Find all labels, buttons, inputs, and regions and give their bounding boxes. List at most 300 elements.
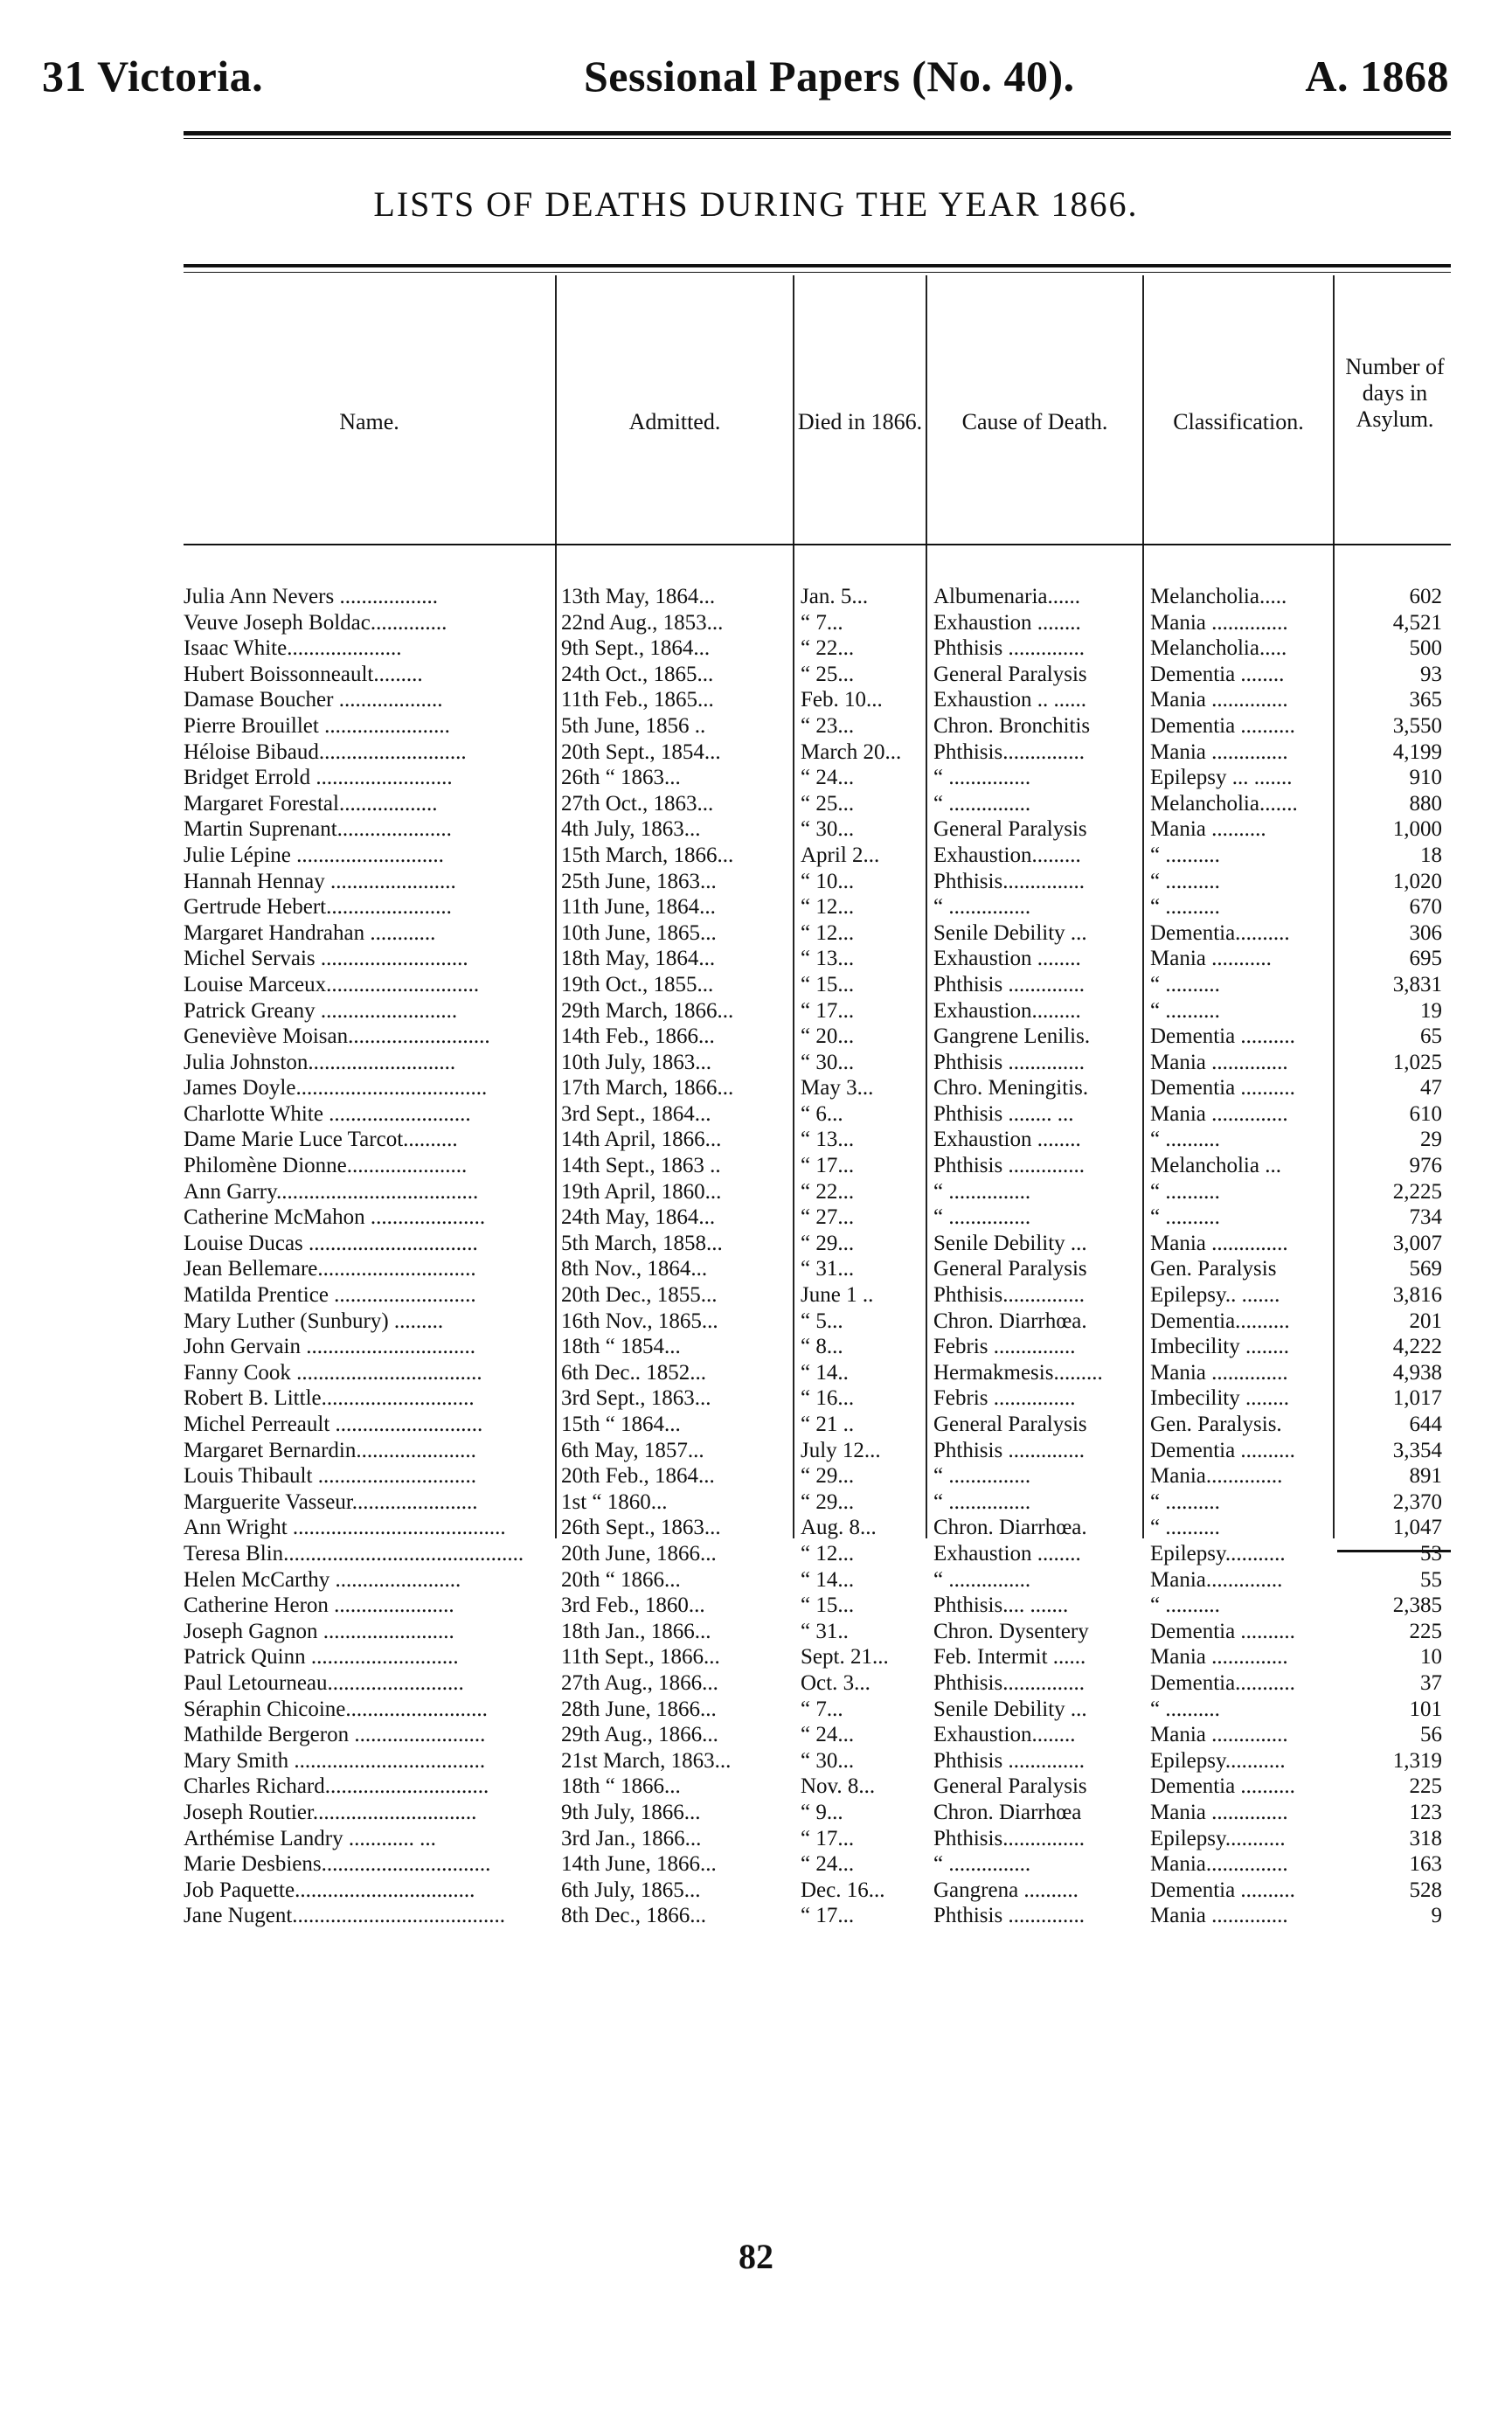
cell-classification: Mania .............. (1150, 1050, 1288, 1074)
cell-classification: “ .......... (1150, 1179, 1220, 1204)
cell-died: “ 30... (801, 817, 855, 842)
cell-cause: “ ............... (933, 1464, 1031, 1489)
cell-died: Aug. 8... (801, 1516, 877, 1540)
cell-name: Robert B. Little............................ (184, 1386, 475, 1411)
table-row (184, 869, 1460, 895)
table-row (184, 1851, 1460, 1878)
cell-cause: Albumenaria...... (933, 585, 1081, 608)
cell-days: 569 (1409, 1257, 1442, 1281)
cell-classification: Mania .............. (1150, 610, 1288, 635)
cell-days: 9 (1431, 1904, 1442, 1928)
cell-name: Louise Ducas ............................... (184, 1231, 478, 1255)
table-row (184, 1075, 1460, 1101)
cell-name: Martin Suprenant..................... (184, 817, 452, 842)
table-row (184, 1774, 1460, 1800)
cell-classification: Dementia.......... (1150, 1309, 1290, 1333)
cell-classification: “ .......... (1150, 1516, 1220, 1540)
cell-admitted: 15th March, 1866... (561, 843, 734, 867)
cell-died: “ 12... (801, 1541, 855, 1566)
cell-died: Dec. 16... (801, 1878, 885, 1902)
cell-cause: Phthisis............... (933, 1670, 1085, 1695)
cell-classification: “ .......... (1150, 1128, 1220, 1152)
table-row (184, 635, 1460, 662)
cell-name: Patrick Greany ......................... (184, 998, 458, 1023)
table-row (184, 1205, 1460, 1231)
cell-admitted: 1st “ 1860... (561, 1489, 668, 1514)
cell-cause: “ ............... (933, 895, 1031, 920)
cell-classification: Dementia .......... (1150, 1438, 1295, 1462)
cell-name: Louis Thibault ............................. (184, 1464, 476, 1489)
cell-days: 910 (1409, 766, 1442, 790)
cell-name: Jane Nugent....................................... (184, 1904, 506, 1928)
cell-days: 1,000 (1392, 817, 1442, 842)
cell-days: 610 (1409, 1101, 1442, 1126)
cell-classification: “ .......... (1150, 895, 1220, 920)
cell-classification: Epilepsy.. ....... (1150, 1283, 1280, 1308)
cell-name: Jean Bellemare............................. (184, 1257, 476, 1281)
cell-cause: Hermakmesis......... (933, 1360, 1103, 1385)
cell-cause: Phthisis............... (933, 739, 1085, 764)
cell-days: 976 (1409, 1154, 1442, 1178)
cell-days: 695 (1409, 947, 1442, 971)
table-row (184, 1697, 1460, 1723)
cell-classification: Mania............... (1150, 1852, 1288, 1877)
cell-classification: “ .......... (1150, 1593, 1220, 1618)
deaths-table-body (184, 584, 1460, 1929)
table-row (184, 1024, 1460, 1050)
table-row (184, 1050, 1460, 1076)
cell-died: “ 22... (801, 636, 855, 661)
top-rule (184, 131, 1451, 135)
cell-name: Catherine Heron ...................... (184, 1593, 454, 1618)
table-row (184, 816, 1460, 843)
cell-died: “ 7... (801, 1697, 843, 1721)
cell-admitted: 3rd Sept., 1863... (561, 1386, 711, 1411)
table-row (184, 1878, 1460, 1904)
table-row (184, 998, 1460, 1024)
cell-cause: Chron. Dysentery (933, 1619, 1089, 1643)
cell-classification: Imbecility ........ (1150, 1386, 1289, 1411)
cell-classification: Epilepsy........... (1150, 1748, 1286, 1773)
table-row (184, 1179, 1460, 1205)
cell-died: “ 12... (801, 895, 855, 920)
cell-cause: Phthisis .............. (933, 636, 1085, 661)
cell-died: “ 24... (801, 1852, 855, 1877)
cell-name: Julia Johnston........................... (184, 1050, 456, 1074)
table-row (184, 687, 1460, 713)
cell-cause: Phthisis .............. (933, 1050, 1085, 1074)
running-head-center: Sessional Papers (No. 40). (584, 52, 1075, 101)
cell-died: “ 29... (801, 1489, 855, 1514)
cell-cause: Phthisis............... (933, 1283, 1085, 1308)
cell-name: Héloise Bibaud........................... (184, 739, 467, 764)
cell-cause: General Paralysis (933, 1257, 1087, 1281)
cell-admitted: 26th “ 1863... (561, 766, 681, 790)
cell-classification: Imbecility ........ (1150, 1335, 1289, 1359)
cell-died: “ 31... (801, 1257, 855, 1281)
cell-name: Joseph Routier.............................. (184, 1800, 477, 1824)
cell-days: 163 (1409, 1852, 1442, 1877)
cell-died: “ 10... (801, 869, 855, 893)
table-row (184, 765, 1460, 791)
cell-name: Matilda Prentice .......................... (184, 1283, 476, 1308)
cell-name: Michel Servais ........................... (184, 947, 468, 971)
cell-died: “ 15... (801, 1593, 855, 1618)
cell-name: Louise Marceux............................ (184, 972, 480, 996)
cell-died: June 1 .. (801, 1283, 874, 1308)
cell-name: Margaret Bernardin...................... (184, 1438, 476, 1462)
table-row (184, 920, 1460, 947)
cell-name: Dame Marie Luce Tarcot.......... (184, 1128, 458, 1152)
cell-cause: Gangrena .......... (933, 1878, 1079, 1902)
table-row (184, 1127, 1460, 1153)
cell-days: 65 (1420, 1024, 1442, 1049)
cell-cause: Phthisis .............. (933, 1154, 1085, 1178)
cell-died: “ 5... (801, 1309, 843, 1333)
cell-admitted: 5th June, 1856 .. (561, 713, 706, 738)
cell-cause: Phthisis............... (933, 1826, 1085, 1850)
cell-days: 644 (1409, 1413, 1442, 1436)
cell-name: Hannah Hennay ....................... (184, 869, 456, 893)
cell-died: “ 29... (801, 1231, 855, 1255)
table-row (184, 1101, 1460, 1128)
cell-died: “ 20... (801, 1024, 855, 1049)
cell-admitted: 20th “ 1866... (561, 1567, 681, 1592)
cell-classification: “ .......... (1150, 869, 1220, 893)
cell-cause: Exhaustion......... (933, 843, 1081, 867)
cell-admitted: 24th Oct., 1865... (561, 662, 714, 686)
cell-classification: Mania .......... (1150, 817, 1266, 842)
table-row (184, 1515, 1460, 1541)
cell-name: Catherine McMahon ..................... (184, 1205, 486, 1230)
table-row (184, 1670, 1460, 1697)
column-header-name: Name. (339, 409, 399, 434)
cell-classification: Mania .............. (1150, 1904, 1288, 1928)
cell-classification: “ .......... (1150, 1489, 1220, 1514)
table-row (184, 1567, 1460, 1593)
cell-admitted: 4th July, 1863... (561, 817, 701, 842)
cell-cause: Chron. Diarrhœa (933, 1800, 1082, 1824)
cell-name: Séraphin Chicoine.......................... (184, 1697, 488, 1721)
cell-classification: Dementia .......... (1150, 1024, 1295, 1049)
cell-classification: Mania.............. (1150, 1567, 1283, 1592)
cell-admitted: 28th June, 1866... (561, 1697, 717, 1721)
cell-admitted: 8th Nov., 1864... (561, 1257, 708, 1281)
cell-name: Philomène Dionne...................... (184, 1154, 468, 1178)
cell-days: 670 (1409, 895, 1442, 920)
cell-cause: Phthisis............... (933, 869, 1085, 893)
cell-name: Arthémise Landry ............ ... (184, 1826, 436, 1850)
cell-name: Isaac White..................... (184, 636, 402, 661)
cell-name: Margaret Forestal.................. (184, 791, 438, 816)
cell-days: 3,816 (1392, 1283, 1442, 1308)
cell-name: James Doyle................................... (184, 1076, 488, 1100)
cell-days: 29 (1420, 1128, 1442, 1152)
cell-cause: Exhaustion ........ (933, 1541, 1081, 1566)
cell-days: 1,017 (1392, 1386, 1442, 1411)
cell-admitted: 18th May, 1864... (561, 947, 716, 971)
cell-classification: Epilepsy........... (1150, 1541, 1286, 1566)
cell-cause: Senile Debility ... (933, 1231, 1087, 1255)
cell-days: 3,550 (1392, 713, 1442, 738)
cell-name: Ann Wright ....................................... (184, 1516, 506, 1540)
cell-cause: Phthisis .............. (933, 1904, 1085, 1928)
cell-days: 500 (1409, 636, 1442, 661)
cell-admitted: 15th “ 1864... (561, 1413, 681, 1436)
cell-admitted: 10th June, 1865... (561, 920, 717, 945)
cell-days: 1,319 (1392, 1748, 1442, 1773)
table-row (184, 1489, 1460, 1516)
cell-classification: Mania .............. (1150, 1231, 1288, 1255)
cell-days: 3,354 (1392, 1438, 1442, 1462)
table-row (184, 946, 1460, 972)
page-title: LISTS OF DEATHS DURING THE YEAR 1866. (373, 184, 1139, 224)
cell-classification: “ .......... (1150, 972, 1220, 996)
cell-died: Oct. 3... (801, 1670, 870, 1695)
cell-admitted: 19th Oct., 1855... (561, 972, 714, 996)
cell-admitted: 27th Oct., 1863... (561, 791, 714, 816)
cell-classification: Mania.............. (1150, 1464, 1283, 1489)
cell-days: 528 (1409, 1878, 1442, 1902)
cell-cause: “ ............... (933, 1179, 1031, 1204)
cell-classification: “ .......... (1150, 1205, 1220, 1230)
cell-days: 734 (1409, 1205, 1442, 1230)
table-row (184, 1722, 1460, 1748)
table-row (184, 1644, 1460, 1670)
cell-classification: Dementia .......... (1150, 1619, 1295, 1643)
table-top-rule-thin (184, 272, 1451, 273)
cell-died: “ 14.. (801, 1360, 849, 1385)
cell-classification: Gen. Paralysis. (1150, 1413, 1282, 1436)
cell-cause: Phthisis .............. (933, 1748, 1085, 1773)
table-row (184, 1826, 1460, 1852)
cell-died: “ 25... (801, 791, 855, 816)
cell-cause: “ ............... (933, 1567, 1031, 1592)
cell-days: 19 (1420, 998, 1442, 1023)
table-row (184, 1541, 1460, 1567)
cell-classification: Melancholia..... (1150, 636, 1287, 661)
cell-days: 47 (1420, 1076, 1442, 1100)
cell-admitted: 5th March, 1858... (561, 1231, 723, 1255)
table-row (184, 1800, 1460, 1826)
cell-days: 101 (1409, 1697, 1442, 1721)
cell-classification: Melancholia ... (1150, 1154, 1281, 1178)
cell-days: 10 (1420, 1645, 1442, 1670)
cell-admitted: 6th Dec.. 1852... (561, 1360, 706, 1385)
cell-name: Joseph Gagnon ........................ (184, 1619, 454, 1643)
cell-died: “ 29... (801, 1464, 855, 1489)
cell-name: Charlotte White .......................... (184, 1101, 471, 1126)
cell-classification: “ .......... (1150, 1697, 1220, 1721)
cell-classification: Mania .............. (1150, 688, 1288, 712)
cell-days: 1,047 (1392, 1516, 1442, 1540)
cell-died: “ 21 .. (801, 1413, 855, 1436)
cell-admitted: 13th May, 1864... (561, 585, 716, 608)
cell-cause: Phthisis.... ....... (933, 1593, 1069, 1618)
running-head-right: A. 1868 (1305, 52, 1449, 101)
cell-name: Patrick Quinn ........................... (184, 1645, 459, 1670)
cell-cause: Chron. Diarrhœa. (933, 1309, 1087, 1333)
cell-name: Mary Luther (Sunbury) ......... (184, 1309, 444, 1333)
cell-cause: Febris ............... (933, 1335, 1076, 1359)
cell-admitted: 20th Dec., 1855... (561, 1283, 718, 1308)
cell-died: July 12... (801, 1438, 881, 1462)
table-row (184, 739, 1460, 766)
cell-days: 891 (1409, 1464, 1442, 1489)
running-head-left: 31 Victoria. (42, 52, 264, 101)
cell-days: 3,007 (1392, 1231, 1442, 1255)
cell-cause: Phthisis .............. (933, 1438, 1085, 1462)
cell-admitted: 16th Nov., 1865... (561, 1309, 718, 1333)
cell-classification: Dementia .......... (1150, 1878, 1295, 1902)
cell-admitted: 29th Aug., 1866... (561, 1723, 718, 1747)
cell-name: Damase Boucher ................... (184, 688, 443, 712)
table-row (184, 843, 1460, 869)
cell-admitted: 20th June, 1866... (561, 1541, 717, 1566)
page-number: 82 (739, 2237, 773, 2276)
cell-died: “ 17... (801, 1154, 855, 1178)
cell-admitted: 9th Sept., 1864... (561, 636, 711, 661)
table-row (184, 1256, 1460, 1282)
table-row (184, 584, 1460, 610)
cell-cause: Febris ............... (933, 1386, 1076, 1411)
cell-admitted: 20th Feb., 1864... (561, 1464, 715, 1489)
cell-admitted: 21st March, 1863... (561, 1748, 732, 1773)
cell-died: “ 17... (801, 998, 855, 1023)
cell-classification: Mania ........... (1150, 947, 1272, 971)
cell-cause: “ ............... (933, 766, 1031, 790)
cell-days: 55 (1420, 1567, 1442, 1592)
cell-died: “ 6... (801, 1101, 843, 1126)
cell-classification: Mania .............. (1150, 1360, 1288, 1385)
cell-name: Pierre Brouillet ....................... (184, 713, 450, 738)
table-row (184, 972, 1460, 998)
cell-name: Marie Desbiens............................... (184, 1852, 491, 1877)
table-row (184, 1282, 1460, 1309)
cell-cause: “ ............... (933, 1852, 1031, 1877)
column-header-cause: Cause of Death. (961, 409, 1108, 434)
cell-admitted: 18th “ 1854... (561, 1335, 681, 1359)
cell-days: 123 (1409, 1800, 1442, 1824)
cell-admitted: 3rd Feb., 1860... (561, 1593, 705, 1618)
cell-cause: Phthisis .............. (933, 972, 1085, 996)
cell-classification: Epilepsy ... ....... (1150, 766, 1293, 790)
cell-died: Feb. 10... (801, 688, 883, 712)
cell-cause: Phthisis ........ ... (933, 1101, 1074, 1126)
cell-died: “ 9... (801, 1800, 843, 1824)
cell-admitted: 10th July, 1863... (561, 1050, 711, 1074)
cell-admitted: 6th May, 1857... (561, 1438, 704, 1462)
cell-days: 56 (1420, 1723, 1442, 1747)
table-row (184, 1309, 1460, 1335)
cell-cause: Feb. Intermit ...... (933, 1645, 1086, 1670)
cell-cause: General Paralysis (933, 1413, 1087, 1436)
table-row (184, 1334, 1460, 1360)
cell-name: Julie Lépine ........................... (184, 843, 444, 867)
cell-days: 1,025 (1392, 1050, 1442, 1074)
cell-died: May 3... (801, 1076, 874, 1100)
cell-days: 18 (1420, 843, 1442, 867)
cell-admitted: 22nd Aug., 1853... (561, 610, 724, 635)
cell-cause: “ ............... (933, 1205, 1031, 1230)
cell-cause: Senile Debility ... (933, 920, 1087, 945)
cell-died: “ 14... (801, 1567, 855, 1592)
cell-admitted: 29th March, 1866... (561, 998, 734, 1023)
cell-classification: Dementia.......... (1150, 920, 1290, 945)
cell-died: March 20... (801, 739, 902, 764)
cell-days: 4,938 (1392, 1360, 1442, 1385)
table-row (184, 1385, 1460, 1412)
cell-days: 880 (1409, 791, 1442, 816)
cell-classification: Mania .............. (1150, 739, 1288, 764)
cell-died: “ 13... (801, 1128, 855, 1152)
cell-name: Fanny Cook .................................. (184, 1360, 482, 1385)
top-rule-thin (184, 138, 1451, 139)
cell-admitted: 11th June, 1864... (561, 895, 716, 920)
cell-died: “ 22... (801, 1179, 855, 1204)
cell-classification: Mania .............. (1150, 1645, 1288, 1670)
cell-days: 306 (1409, 920, 1442, 945)
cell-admitted: 18th Jan., 1866... (561, 1619, 711, 1643)
table-row (184, 1593, 1460, 1619)
cell-cause: Exhaustion........ (933, 1723, 1076, 1747)
cell-days: 201 (1409, 1309, 1442, 1333)
cell-classification: Dementia ........ (1150, 662, 1285, 686)
cell-died: “ 8... (801, 1335, 843, 1359)
cell-died: “ 25... (801, 662, 855, 686)
cell-cause: Senile Debility ... (933, 1697, 1087, 1721)
cell-admitted: 3rd Jan., 1866... (561, 1826, 702, 1850)
cell-name: Mary Smith ................................... (184, 1748, 486, 1773)
cell-admitted: 14th Feb., 1866... (561, 1024, 715, 1049)
cell-days: 4,521 (1392, 610, 1442, 635)
cell-classification: Dementia .......... (1150, 1076, 1295, 1100)
cell-days: 2,385 (1392, 1593, 1442, 1618)
cell-days: 2,370 (1392, 1489, 1442, 1514)
column-header-days: Number of days in Asylum. (1345, 354, 1445, 432)
cell-died: “ 13... (801, 947, 855, 971)
cell-cause: “ ............... (933, 1489, 1031, 1514)
table-row (184, 1360, 1460, 1386)
cell-days: 37 (1420, 1670, 1442, 1695)
cell-name: Paul Letourneau......................... (184, 1670, 464, 1695)
cell-name: Bridget Errold ......................... (184, 766, 453, 790)
cell-classification: Dementia .......... (1150, 1774, 1295, 1799)
cell-cause: General Paralysis (933, 1774, 1087, 1799)
cell-cause: Chron. Bronchitis (933, 713, 1091, 738)
table-row (184, 1903, 1460, 1929)
table-row (184, 1438, 1460, 1464)
cell-cause: Chro. Meningitis. (933, 1076, 1089, 1100)
column-header-admitted: Admitted. (628, 409, 721, 434)
cell-name: Ann Garry..................................... (184, 1179, 479, 1204)
cell-days: 2,225 (1392, 1179, 1442, 1204)
cell-days: 225 (1409, 1774, 1442, 1799)
cell-admitted: 6th July, 1865... (561, 1878, 701, 1902)
cell-name: Teresa Blin............................................ (184, 1541, 524, 1566)
cell-days: 318 (1409, 1826, 1442, 1850)
cell-cause: Exhaustion ........ (933, 610, 1081, 635)
cell-days: 365 (1409, 688, 1442, 712)
cell-classification: Epilepsy........... (1150, 1826, 1286, 1850)
cell-cause: “ ............... (933, 791, 1031, 816)
cell-died: “ 15... (801, 972, 855, 996)
cell-name: Job Paquette................................. (184, 1878, 475, 1902)
cell-died: “ 17... (801, 1904, 855, 1928)
cell-cause: Exhaustion......... (933, 998, 1081, 1023)
cell-died: “ 24... (801, 766, 855, 790)
table-bottom-rule (1337, 1550, 1451, 1552)
